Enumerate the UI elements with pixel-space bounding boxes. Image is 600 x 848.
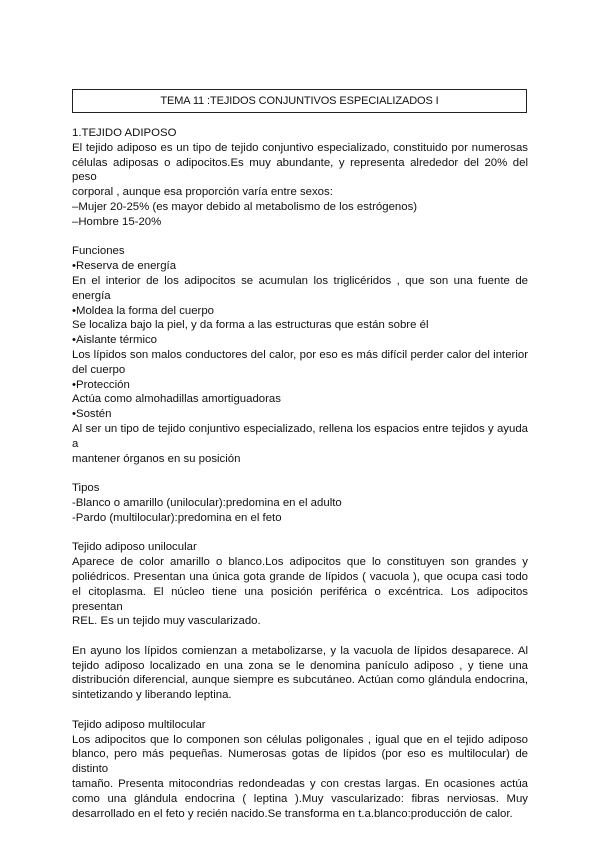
- unilocular-line: poliédricos. Presentan una única gota grande de lípidos ( vacuola ), que ocupa casi todo: [72, 570, 528, 583]
- funcion-bullet: •Aislante térmico: [72, 334, 158, 347]
- intro-line: células adiposas o adipocitos.Es muy abundante, y representa alrededor del 20% del peso: [72, 156, 528, 184]
- document-title: TEMA 11 :TEJIDOS CONJUNTIVOS ESPECIALIZADOS I: [72, 89, 527, 113]
- tipos-heading: Tipos: [72, 482, 100, 495]
- funcion-text: Los lípidos son malos conductores del calor, por eso es más difícil perder calor del interior: [72, 348, 528, 361]
- multilocular-line: tamaño. Presenta mitocondrias redondeadas y con crestas largas. En ocasiones actúa: [72, 778, 528, 791]
- intro-line: El tejido adiposo es un tipo de tejido conjuntivo especializado, constituido por numerosas: [72, 141, 528, 154]
- tipo-item: -Pardo (multilocular):predomina en el feto: [72, 511, 282, 524]
- funcion-bullet: •Moldea la forma del cuerpo: [72, 304, 215, 317]
- unilocular-line: tejido adiposo localizado en una zona se le denomina panículo adiposo , y tiene una: [72, 659, 528, 672]
- intro-line: –Mujer 20-25% (es mayor debido al metabolismo de los estrógenos): [72, 200, 418, 213]
- section-heading-tejido-adiposo: 1.TEJIDO ADIPOSO: [72, 127, 177, 139]
- funcion-bullet: •Sostén: [72, 408, 112, 421]
- intro-line: –Hombre 15-20%: [72, 215, 162, 228]
- funciones-heading: Funciones: [72, 245, 125, 258]
- unilocular-line: En ayuno los lípidos comienzan a metabolizarse, y la vacuola de lípidos desaparece. Al: [72, 644, 528, 657]
- tipo-item: -Blanco o amarillo (unilocular):predomina en el adulto: [72, 496, 342, 509]
- multilocular-line: desarrollado en el feto y recién nacido.Se transforma en t.a.blanco:producción de calor.: [72, 807, 513, 820]
- unilocular-line: sintetizando y liberando leptina.: [72, 689, 232, 702]
- unilocular-heading: Tejido adiposo unilocular: [72, 541, 197, 554]
- multilocular-line: como una glándula endocrina ( leptina ).Muy vascularizado: fibras nerviosas. Muy: [72, 792, 528, 805]
- unilocular-line: distribución diferencial, aunque siempre es subcutáneo. Actúan como glándula endocrina,: [72, 674, 528, 687]
- multilocular-line: Los adipocitos que lo componen son células poligonales , igual que en el tejido adiposo: [72, 733, 528, 746]
- funcion-text: del cuerpo: [72, 363, 126, 376]
- document-body: [72, 126, 528, 821]
- multilocular-line: blanco, pero más pequeñas. Numerosas gotas de lípidos (por eso es multilocular) de distinto: [72, 748, 528, 776]
- funcion-text: En el interior de los adipocitos se acumulan los triglicéridos , que son una fuente de energía: [72, 274, 528, 302]
- funcion-bullet: •Protección: [72, 378, 130, 391]
- funcion-text: Se localiza bajo la piel, y da forma a las estructuras que están sobre él: [72, 319, 429, 332]
- unilocular-line: el citoplasma. El núcleo tiene una posición periférica o excéntrica. Los adipocitos presentan: [72, 585, 528, 613]
- unilocular-line: REL. Es un tejido muy vascularizado.: [72, 615, 261, 628]
- multilocular-heading: Tejido adiposo multilocular: [72, 718, 206, 731]
- unilocular-line: Aparece de color amarillo o blanco.Los adipocitos que lo constituyen son grandes y: [72, 556, 528, 569]
- funcion-text: Al ser un tipo de tejido conjuntivo especializado, rellena los espacios entre tejidos y ayuda a: [72, 422, 528, 450]
- funcion-bullet: •Reserva de energía: [72, 260, 177, 273]
- funcion-text: mantener órganos en su posición: [72, 452, 241, 465]
- funcion-text: Actúa como almohadillas amortiguadoras: [72, 393, 281, 406]
- intro-line: corporal , aunque esa proporción varía entre sexos:: [72, 186, 333, 199]
